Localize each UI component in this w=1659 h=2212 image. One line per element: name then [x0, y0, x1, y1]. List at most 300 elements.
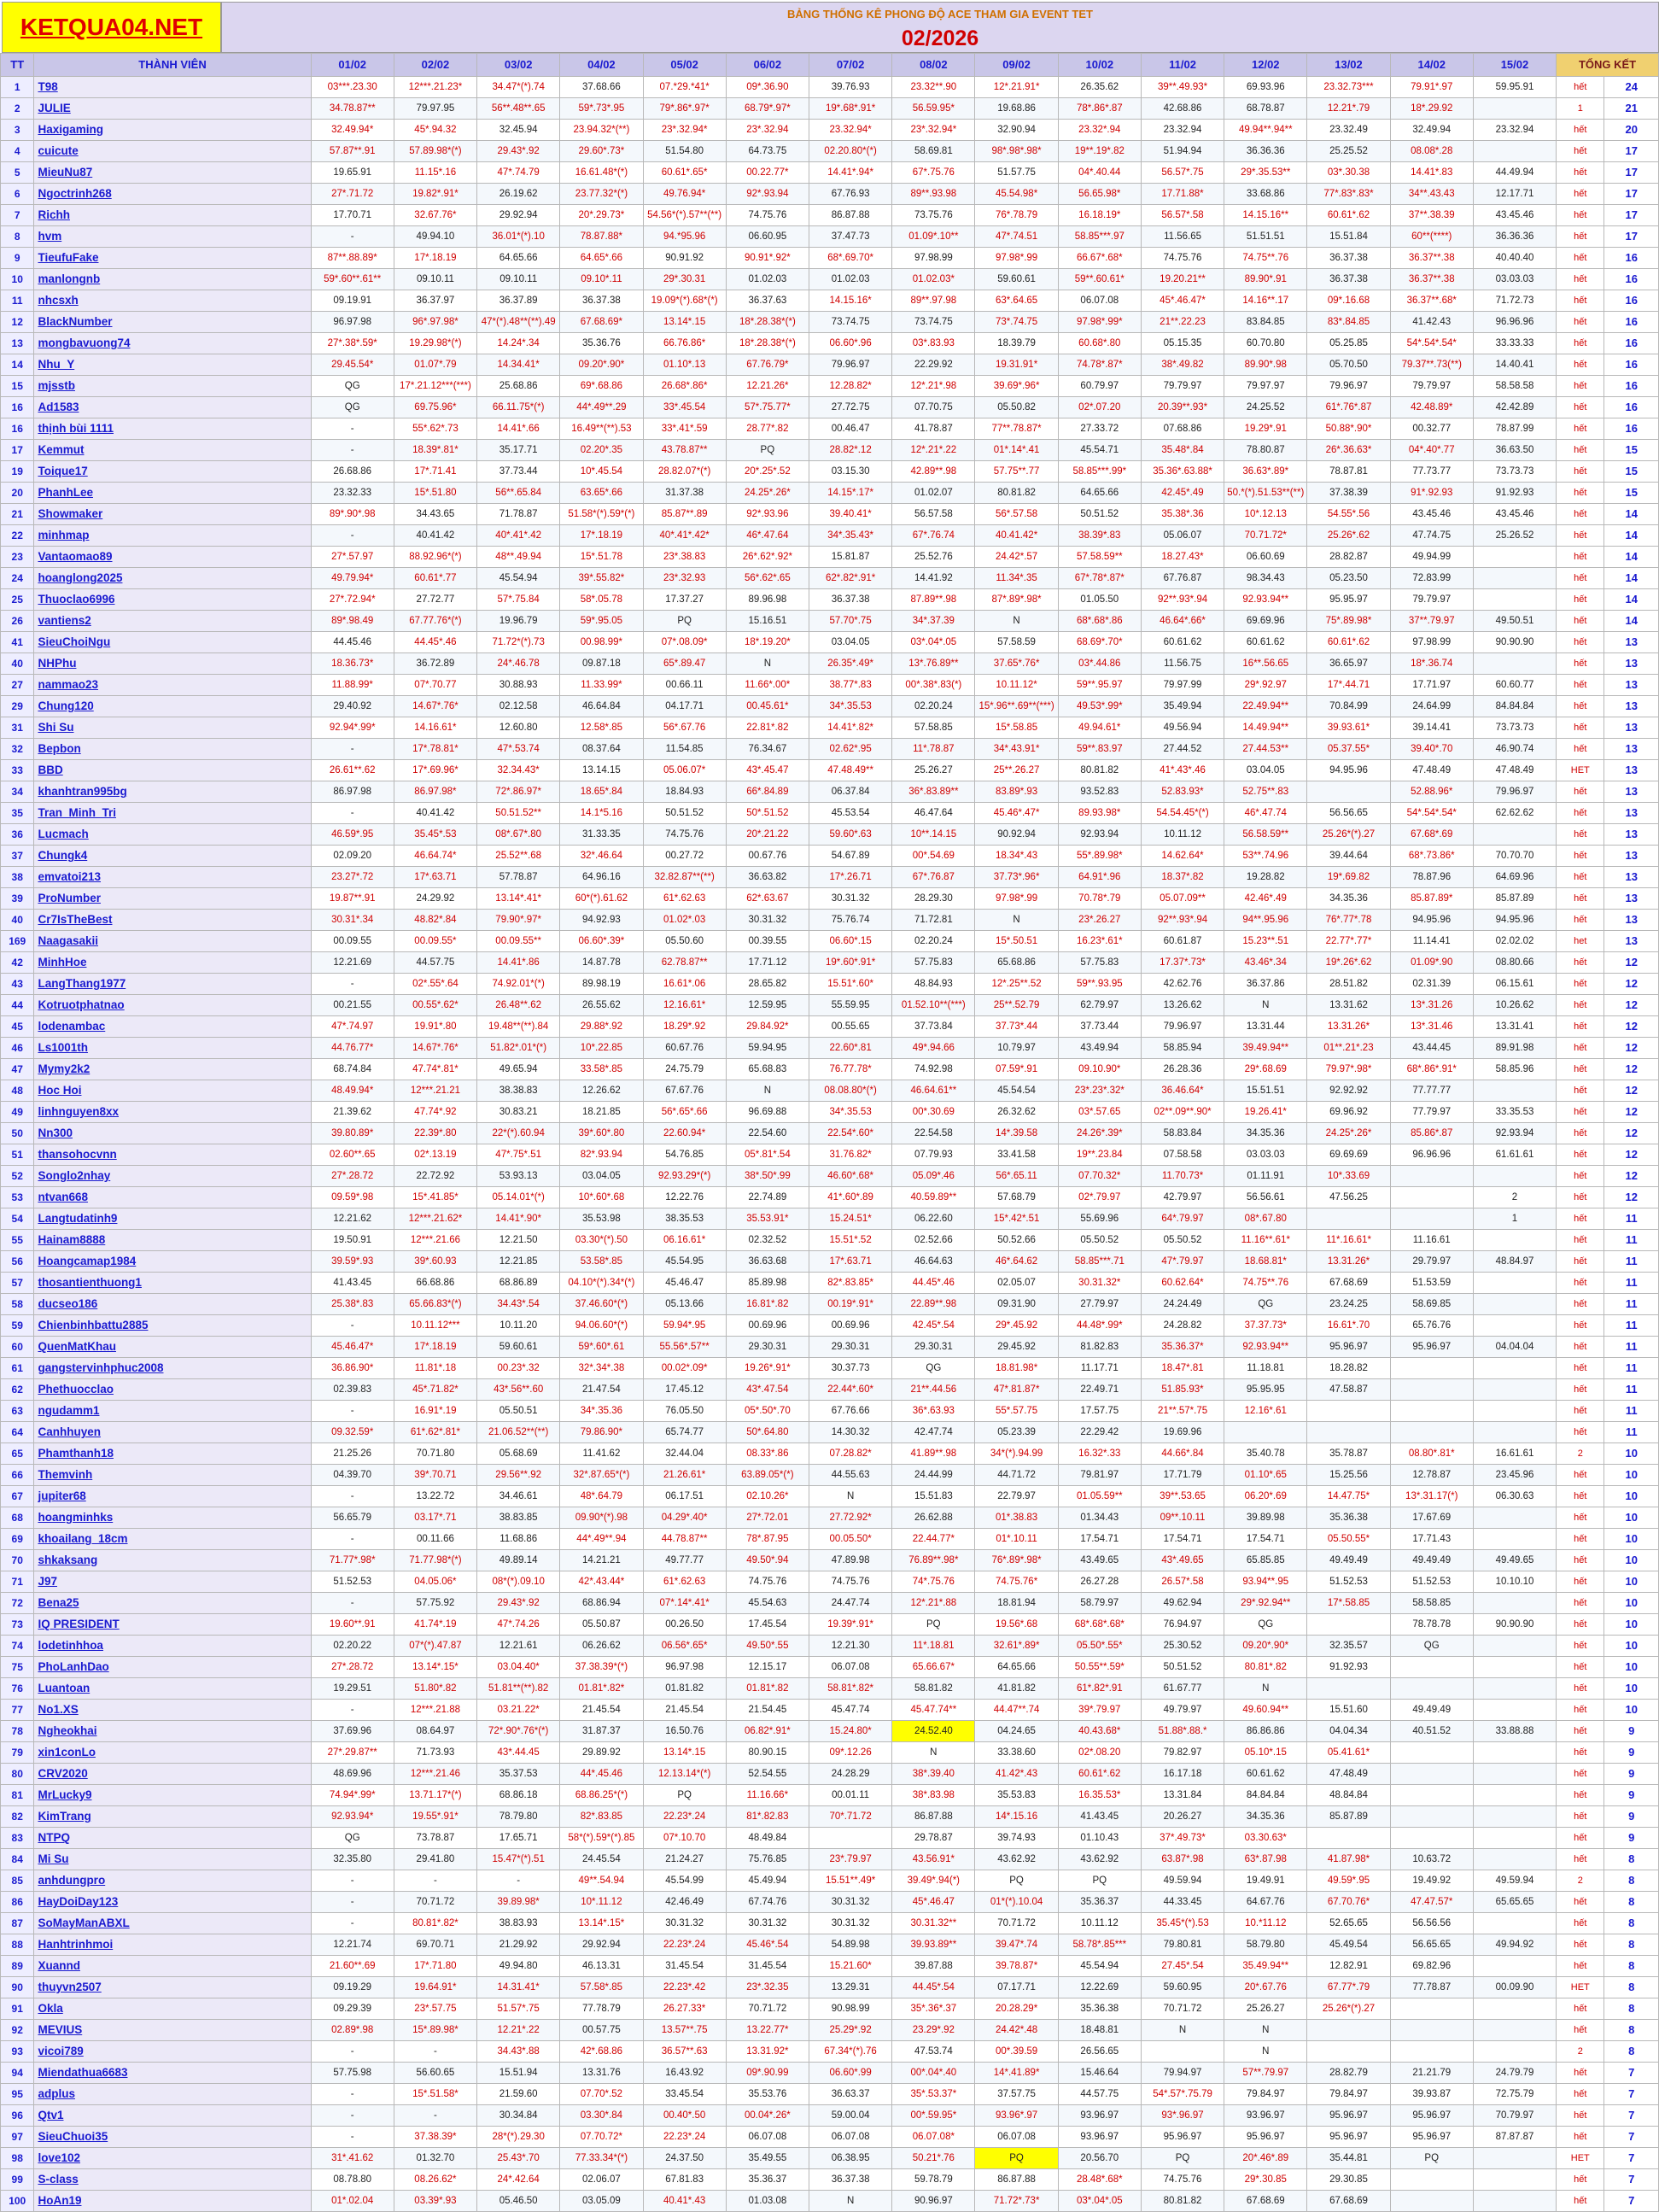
day-result-cell: 00.69.96 — [809, 1315, 891, 1337]
day-result-cell: - — [311, 1870, 394, 1892]
member-name-link[interactable]: Canhhuyen — [34, 1422, 311, 1443]
day-result-cell: 59**.93.95 — [1058, 974, 1141, 995]
total-count-cell: 12 — [1604, 1038, 1659, 1059]
table-row — [1, 2105, 1659, 2127]
day-result-cell: 15.51.83 — [892, 1486, 975, 1507]
member-name-link[interactable]: minhmap — [34, 525, 311, 547]
member-name-link[interactable]: Kemmut — [34, 440, 311, 461]
day-result-cell: 78*.86*.87 — [1058, 98, 1141, 120]
day-result-cell — [1390, 1828, 1473, 1849]
day-result-cell: 44.57.75 — [1058, 2084, 1141, 2105]
member-name-link[interactable]: Hoc Hoi — [34, 1080, 311, 1102]
day-result-cell: 27*.29.87** — [311, 1742, 394, 1764]
member-name-link[interactable]: Ngoctrinh268 — [34, 184, 311, 205]
day-result-cell: 67*.76.74 — [892, 525, 975, 547]
member-name-link[interactable]: JULIE — [34, 98, 311, 120]
day-result-cell: 14.34.41* — [477, 354, 560, 376]
day-result-cell: 68*.86*.91* — [1390, 1059, 1473, 1080]
member-name-link[interactable]: ntvan668 — [34, 1187, 311, 1208]
member-name-link[interactable]: Langtudatinh9 — [34, 1208, 311, 1230]
day-result-cell: 27*.28.72 — [311, 1166, 394, 1187]
day-result-cell: 27.72.92* — [809, 1507, 891, 1529]
table-row — [1, 824, 1659, 846]
member-name-link[interactable]: SoMayManABXL — [34, 1913, 311, 1934]
table-row — [1, 1016, 1659, 1038]
day-result-cell: 07.70.32* — [1058, 1166, 1141, 1187]
day-result-cell: 49.50*.94 — [726, 1550, 809, 1571]
day-result-cell: 09*.90.99 — [726, 2063, 809, 2084]
total-count-cell: 10 — [1604, 1443, 1659, 1465]
total-count-cell: 12 — [1604, 1144, 1659, 1166]
member-name-link[interactable]: Okla — [34, 1998, 311, 2020]
member-name-link[interactable]: Showmaker — [34, 504, 311, 525]
day-result-cell: 56*.67.76 — [643, 717, 726, 739]
day-result-cell: 36.01*(*).10 — [477, 226, 560, 248]
day-result-cell: 17.45.54 — [726, 1614, 809, 1636]
member-name-link[interactable]: Richh — [34, 205, 311, 226]
member-name-link[interactable]: Kotruotphatnao — [34, 995, 311, 1016]
day-result-cell: 60.61.62 — [1141, 632, 1224, 653]
total-count-cell: 12 — [1604, 1187, 1659, 1208]
day-result-cell: 39.40.41* — [809, 504, 891, 525]
member-name-link[interactable]: Vantaomao89 — [34, 547, 311, 568]
member-name-link[interactable]: LangThang1977 — [34, 974, 311, 995]
day-result-cell: 90.92.94 — [975, 824, 1058, 846]
day-result-cell: 42.79.97 — [1141, 1187, 1224, 1208]
table-row — [1, 1529, 1659, 1550]
member-name-link[interactable]: Nn300 — [34, 1123, 311, 1144]
day-result-cell: 30.88.93 — [477, 675, 560, 696]
site-logo-text[interactable]: KETQUA04.NET — [20, 14, 203, 40]
day-result-cell: 22.60*.81 — [809, 1038, 891, 1059]
day-result-cell: 18.39*.81* — [394, 440, 476, 461]
member-name-link[interactable]: Phethuocclao — [34, 1379, 311, 1401]
day-result-cell — [1473, 98, 1556, 120]
day-result-cell: 22.72.92 — [394, 1166, 476, 1187]
day-result-cell: 10*.11.12 — [560, 1892, 643, 1913]
member-name-link[interactable]: T98 — [34, 77, 311, 98]
member-name-link[interactable]: HoAn19 — [34, 2191, 311, 2212]
day-result-cell: 33.45.54 — [643, 2084, 726, 2105]
member-name-link[interactable]: gangstervinhphuc2008 — [34, 1358, 311, 1379]
day-result-cell: 75.76.74 — [809, 910, 891, 931]
member-name-link[interactable]: ducseo186 — [34, 1294, 311, 1315]
day-result-cell: 37*.49.73* — [1141, 1828, 1224, 1849]
member-name-link[interactable]: Chungk4 — [34, 846, 311, 867]
day-result-cell: 13.31.26* — [1307, 1016, 1390, 1038]
member-name-link[interactable]: nammao23 — [34, 675, 311, 696]
day-result-cell: 14.41*.82* — [809, 717, 891, 739]
day-result-cell: 23*.57.75 — [394, 1998, 476, 2020]
day-result-cell: 32.35.80 — [311, 1849, 394, 1870]
row-number: 44 — [1, 995, 34, 1016]
member-name-link[interactable]: NTPQ — [34, 1828, 311, 1849]
member-name-link[interactable]: Songlo2nhay — [34, 1166, 311, 1187]
day-result-cell: 70*.71.72 — [809, 1806, 891, 1828]
day-result-cell: 44.78.87** — [643, 1529, 726, 1550]
row-number: 169 — [1, 931, 34, 952]
member-name-link[interactable]: CRV2020 — [34, 1764, 311, 1785]
table-row — [1, 760, 1659, 781]
row-number: 64 — [1, 1422, 34, 1443]
day-result-cell: 30.31.32** — [892, 1913, 975, 1934]
member-name-link[interactable]: Ad1583 — [34, 397, 311, 418]
day-result-cell: 39.59*.93 — [311, 1251, 394, 1273]
day-result-cell: 80.81.82 — [1141, 2191, 1224, 2212]
day-result-cell: 18.28.82 — [1307, 1358, 1390, 1379]
day-result-cell: 28.77*.82 — [726, 418, 809, 440]
day-result-cell: 46.64.63 — [892, 1251, 975, 1273]
status-cell: hết — [1557, 803, 1604, 824]
day-result-cell: - — [311, 1913, 394, 1934]
status-cell: hết — [1557, 632, 1604, 653]
member-name-link[interactable]: S-class — [34, 2169, 311, 2191]
day-result-cell: 41.42.43 — [1390, 312, 1473, 333]
day-result-cell: 43.56.91* — [892, 1849, 975, 1870]
day-result-cell: 05.06.07* — [643, 760, 726, 781]
member-name-link[interactable]: Hanhtrinhmoi — [34, 1934, 311, 1956]
member-name-link[interactable]: Toique17 — [34, 461, 311, 483]
total-count-cell: 13 — [1604, 717, 1659, 739]
day-result-cell: 31.37.38 — [643, 483, 726, 504]
day-result-cell: 14.41*.94* — [809, 162, 891, 184]
member-name-link[interactable]: Mi Su — [34, 1849, 311, 1870]
status-cell: hết — [1557, 184, 1604, 205]
day-result-cell: 35*.36*.37 — [892, 1998, 975, 2020]
member-name-link[interactable]: Tran_Minh_Tri — [34, 803, 311, 824]
row-number: 21 — [1, 504, 34, 525]
member-name-link[interactable]: xin1conLo — [34, 1742, 311, 1764]
day-result-cell: 37.73*.44 — [975, 1016, 1058, 1038]
member-name-link[interactable]: J97 — [34, 1571, 311, 1593]
day-result-cell: 12.13.14*(*) — [643, 1764, 726, 1785]
status-cell: hết — [1557, 1956, 1604, 1977]
row-number: 81 — [1, 1785, 34, 1806]
row-number: 57 — [1, 1273, 34, 1294]
member-name-link[interactable]: Bena25 — [34, 1593, 311, 1614]
day-result-cell: 68*.73.86* — [1390, 846, 1473, 867]
table-row — [1, 888, 1659, 910]
day-result-cell — [1473, 141, 1556, 162]
member-name-link[interactable]: Chienbinhbattu2885 — [34, 1315, 311, 1337]
member-name-link[interactable]: thịnh bùi 1111 — [34, 418, 311, 440]
row-number: 58 — [1, 1294, 34, 1315]
row-number: 15 — [1, 376, 34, 397]
total-count-cell: 10 — [1604, 1571, 1659, 1593]
day-result-cell: 12*.21*.22 — [892, 440, 975, 461]
day-result-cell: 32.49.94* — [311, 120, 394, 141]
table-row — [1, 781, 1659, 803]
member-name-link[interactable]: hvm — [34, 226, 311, 248]
day-result-cell: 82*.93.94 — [560, 1144, 643, 1166]
row-number: 65 — [1, 1443, 34, 1465]
member-name-link[interactable]: linhnguyen8xx — [34, 1102, 311, 1123]
day-result-cell: 22.29.42 — [1058, 1422, 1141, 1443]
member-name-link[interactable]: Shi Su — [34, 717, 311, 739]
day-result-cell: 43.45.46 — [1390, 504, 1473, 525]
day-result-cell: 12.59.95 — [726, 995, 809, 1016]
member-name-link[interactable]: khoailang_18cm — [34, 1529, 311, 1550]
day-result-cell: 64.67.76 — [1224, 1892, 1307, 1913]
day-result-cell: 85.87.89 — [1473, 888, 1556, 910]
day-result-cell: 15.24.51* — [809, 1208, 891, 1230]
day-result-cell: 49.94.80 — [477, 1956, 560, 1977]
member-name-link[interactable]: BBD — [34, 760, 311, 781]
member-name-link[interactable]: hoangminhks — [34, 1507, 311, 1529]
day-result-cell: 54*.54*.54* — [1390, 803, 1473, 824]
day-result-cell: 08.08*.28 — [1390, 141, 1473, 162]
day-result-cell: 39.69*.96* — [975, 376, 1058, 397]
member-name-link[interactable]: Naagasakii — [34, 931, 311, 952]
row-number: 72 — [1, 1593, 34, 1614]
total-count-cell: 13 — [1604, 803, 1659, 824]
day-result-cell: 09.87.18 — [560, 653, 643, 675]
day-result-cell: 40.59.89** — [892, 1187, 975, 1208]
day-result-cell: QG — [311, 1828, 394, 1849]
day-result-cell: 81*.82.83 — [726, 1806, 809, 1828]
member-name-link[interactable]: Xuannd — [34, 1956, 311, 1977]
day-result-cell: 30.37.73 — [809, 1358, 891, 1379]
member-name-link[interactable]: adplus — [34, 2084, 311, 2105]
member-name-link[interactable]: Themvinh — [34, 1465, 311, 1486]
day-result-cell: 00.45.61* — [726, 696, 809, 717]
day-result-cell: 15*.58.85 — [975, 717, 1058, 739]
member-name-link[interactable]: nhcsxh — [34, 290, 311, 312]
member-name-link[interactable]: Bepbon — [34, 739, 311, 760]
day-result-cell: 05.13.66 — [643, 1294, 726, 1315]
day-result-cell: - — [311, 1593, 394, 1614]
day-result-cell: 06.60*.15 — [809, 931, 891, 952]
member-name-link[interactable]: khanhtran995bg — [34, 781, 311, 803]
day-result-cell: 47.74.75 — [1390, 525, 1473, 547]
day-result-cell: 10.11.12*** — [394, 1315, 476, 1337]
day-result-cell: 26*.36.63* — [1307, 440, 1390, 461]
member-name-link[interactable]: MrLucky9 — [34, 1785, 311, 1806]
total-count-cell: 13 — [1604, 653, 1659, 675]
status-cell: hết — [1557, 995, 1604, 1016]
member-name-link[interactable]: TieufuFake — [34, 248, 311, 269]
day-result-cell: 60.79.97 — [1058, 376, 1141, 397]
day-result-cell: 10.79.97 — [975, 1038, 1058, 1059]
member-name-link[interactable]: jupiter68 — [34, 1486, 311, 1507]
member-name-link[interactable]: lodenambac — [34, 1016, 311, 1038]
day-result-cell: 11.54.85 — [643, 739, 726, 760]
member-name-link[interactable]: Chung120 — [34, 696, 311, 717]
day-result-cell: 02.62*.95 — [809, 739, 891, 760]
day-result-cell: 85.87.89 — [1307, 1806, 1390, 1828]
row-number: 75 — [1, 1657, 34, 1678]
day-result-cell: 47*(*).48**(**).49 — [477, 312, 560, 333]
day-result-cell: 79.96.97 — [809, 354, 891, 376]
member-name-link[interactable]: lodetinhhoa — [34, 1636, 311, 1657]
day-result-cell: 45*.71.82* — [394, 1379, 476, 1401]
total-count-cell: 13 — [1604, 846, 1659, 867]
member-name-link[interactable]: vicoi789 — [34, 2041, 311, 2063]
day-result-cell: 36.37.38 — [1307, 269, 1390, 290]
day-result-cell: 68.86.18 — [477, 1785, 560, 1806]
site-logo[interactable] — [2, 2, 221, 53]
day-result-cell: 57**.79.97 — [1224, 2063, 1307, 2084]
day-result-cell: 03.03.03 — [1224, 1144, 1307, 1166]
day-result-cell: 05.50.60 — [643, 931, 726, 952]
member-name-link[interactable]: Hainam8888 — [34, 1230, 311, 1251]
day-result-cell: 05.41.61* — [1307, 1742, 1390, 1764]
member-name-link[interactable]: shkaksang — [34, 1550, 311, 1571]
day-result-cell: 66*.84.89 — [726, 781, 809, 803]
member-name-link[interactable]: emvatoi213 — [34, 867, 311, 888]
member-name-link[interactable]: anhdungpro — [34, 1870, 311, 1892]
member-name-link[interactable]: Thuoclao6996 — [34, 589, 311, 611]
day-result-cell: 76*.89*.98* — [975, 1550, 1058, 1571]
row-number: 71 — [1, 1571, 34, 1593]
day-result-cell: 07.28.82* — [809, 1443, 891, 1465]
row-number: 8 — [1, 226, 34, 248]
day-result-cell: 75*.89.98* — [1307, 611, 1390, 632]
day-result-cell: 68.79*.97* — [726, 98, 809, 120]
day-result-cell: 26.48**.62 — [477, 995, 560, 1016]
day-result-cell: 74.75.76 — [643, 824, 726, 846]
day-result-cell: 30.34.84 — [477, 2105, 560, 2127]
day-result-cell: 70.79.97 — [1473, 2105, 1556, 2127]
member-name-link[interactable]: vantiens2 — [34, 611, 311, 632]
day-result-cell: 49*.94.66 — [892, 1038, 975, 1059]
day-result-cell: 05.50.52 — [1058, 1230, 1141, 1251]
day-result-cell: 2 — [1473, 1187, 1556, 1208]
member-name-link[interactable]: love102 — [34, 2148, 311, 2169]
member-name-link[interactable]: KimTrang — [34, 1806, 311, 1828]
member-name-link[interactable]: MinhHoe — [34, 952, 311, 974]
table-row — [1, 1721, 1659, 1742]
member-name-link[interactable]: Ngheokhai — [34, 1721, 311, 1742]
member-name-link[interactable]: Hoangcamap1984 — [34, 1251, 311, 1273]
member-name-link[interactable]: manlongnb — [34, 269, 311, 290]
day-result-cell: 29*.35.53** — [1224, 162, 1307, 184]
member-name-link[interactable]: NHPhu — [34, 653, 311, 675]
member-name-link[interactable]: SieuChuoi35 — [34, 2127, 311, 2148]
member-name-link[interactable]: Mymy2k2 — [34, 1059, 311, 1080]
day-result-cell: 45.54.94 — [477, 568, 560, 589]
day-result-cell: 43.45.46 — [1473, 504, 1556, 525]
day-result-cell: 50.52.66 — [975, 1230, 1058, 1251]
day-result-cell: 79.94.97 — [1141, 2063, 1224, 2084]
member-name-link[interactable]: mjsstb — [34, 376, 311, 397]
member-name-link[interactable]: cuicute — [34, 141, 311, 162]
day-result-cell: - — [311, 1529, 394, 1550]
day-result-cell: 56**.65.84 — [477, 483, 560, 504]
day-result-cell: 58.83.84 — [1141, 1123, 1224, 1144]
status-cell: hết — [1557, 1742, 1604, 1764]
day-result-cell: 14.67*.76* — [394, 696, 476, 717]
day-result-cell: 51.51.51 — [1224, 226, 1307, 248]
member-name-link[interactable]: MieuNu87 — [34, 162, 311, 184]
day-result-cell: - — [311, 2127, 394, 2148]
day-result-cell: 92.94*.99* — [311, 717, 394, 739]
member-name-link[interactable]: IQ PRESIDENT — [34, 1614, 311, 1636]
member-name-link[interactable]: ProNumber — [34, 888, 311, 910]
day-result-cell: 01.05.50 — [1058, 589, 1141, 611]
day-result-cell: 45.54.94 — [1058, 1956, 1141, 1977]
day-result-cell: 48.49.94* — [311, 1080, 394, 1102]
member-name-link[interactable]: MEVIUS — [34, 2020, 311, 2041]
day-result-cell: 89**.97.98 — [892, 290, 975, 312]
member-name-link[interactable]: PhanhLee — [34, 483, 311, 504]
day-result-cell: 10**.14.15 — [892, 824, 975, 846]
member-name-link[interactable]: HayDoiDay123 — [34, 1892, 311, 1913]
day-result-cell: 08*(*).09.10 — [477, 1571, 560, 1593]
member-name-link[interactable]: SieuChoiNgu — [34, 632, 311, 653]
day-result-cell: 22.60.94* — [643, 1123, 726, 1144]
total-count-cell: 14 — [1604, 611, 1659, 632]
member-name-link[interactable]: Luantoan — [34, 1678, 311, 1700]
day-result-cell: 30.31.32 — [809, 888, 891, 910]
day-result-cell: 29*.45.92 — [975, 1315, 1058, 1337]
row-number: 89 — [1, 1956, 34, 1977]
member-name-link[interactable]: thansohocvnn — [34, 1144, 311, 1166]
day-result-cell: 26.68*.86* — [643, 376, 726, 397]
day-result-cell: 09.59*.98 — [311, 1187, 394, 1208]
status-cell: hết — [1557, 2127, 1604, 2148]
day-result-cell: 00.66.11 — [643, 675, 726, 696]
day-result-cell: 15.47*(*).51 — [477, 1849, 560, 1870]
member-name-link[interactable]: Qtv1 — [34, 2105, 311, 2127]
member-name-link[interactable]: PhoLanhDao — [34, 1657, 311, 1678]
member-name-link[interactable]: Lucmach — [34, 824, 311, 846]
total-count-cell: 10 — [1604, 1614, 1659, 1636]
day-result-cell: 55*.57.75 — [975, 1401, 1058, 1422]
member-name-link[interactable]: mongbavuong74 — [34, 333, 311, 354]
member-name-link[interactable]: thuyvn2507 — [34, 1977, 311, 1998]
member-name-link[interactable]: Miendathua6683 — [34, 2063, 311, 2084]
day-result-cell: 14.21.21 — [560, 1550, 643, 1571]
total-count-cell: 9 — [1604, 1764, 1659, 1785]
day-result-cell — [1473, 1401, 1556, 1422]
member-name-link[interactable]: hoanglong2025 — [34, 568, 311, 589]
day-result-cell: 14.41*.83 — [1390, 162, 1473, 184]
day-result-cell: 09.10.11 — [477, 269, 560, 290]
member-name-link[interactable]: QuenMatKhau — [34, 1337, 311, 1358]
row-number: 77 — [1, 1700, 34, 1721]
day-result-cell: 00.09.55 — [311, 931, 394, 952]
day-result-cell: 06.60*.39* — [560, 931, 643, 952]
day-result-cell: 06.07.08 — [975, 2127, 1058, 2148]
member-name-link[interactable]: Phamthanh18 — [34, 1443, 311, 1465]
day-result-cell: 67.76.79* — [726, 354, 809, 376]
day-result-cell: 26.62.88 — [892, 1507, 975, 1529]
member-name-link[interactable]: Haxigaming — [34, 120, 311, 141]
day-result-cell: 29.92.94 — [477, 205, 560, 226]
member-name-link[interactable]: thosantienthuong1 — [34, 1273, 311, 1294]
day-result-cell — [1473, 1593, 1556, 1614]
member-name-link[interactable]: BlackNumber — [34, 312, 311, 333]
day-result-cell: 97.98.99 — [1390, 632, 1473, 653]
day-result-cell: 65.66.67* — [892, 1657, 975, 1678]
day-result-cell: 36.37**.68* — [1390, 290, 1473, 312]
member-name-link[interactable]: Ls1001th — [34, 1038, 311, 1059]
day-result-cell: 52.65.65 — [1307, 1913, 1390, 1934]
member-name-link[interactable]: Nhu_Y — [34, 354, 311, 376]
day-result-cell: 07*.14*.41* — [643, 1593, 726, 1614]
member-name-link[interactable]: Cr7IsTheBest — [34, 910, 311, 931]
day-result-cell: 04.04.04 — [1473, 1337, 1556, 1358]
day-result-cell: 04*.40*.77 — [1390, 440, 1473, 461]
day-result-cell: 16.61.61 — [1473, 1443, 1556, 1465]
day-result-cell: 36.37.63 — [726, 290, 809, 312]
member-name-link[interactable]: ngudamm1 — [34, 1401, 311, 1422]
day-result-cell: 14.41*.86 — [477, 952, 560, 974]
day-result-cell: 35.36.76 — [560, 333, 643, 354]
day-result-cell: 44.47**.74 — [975, 1700, 1058, 1721]
member-name-link[interactable]: No1.XS — [34, 1700, 311, 1721]
